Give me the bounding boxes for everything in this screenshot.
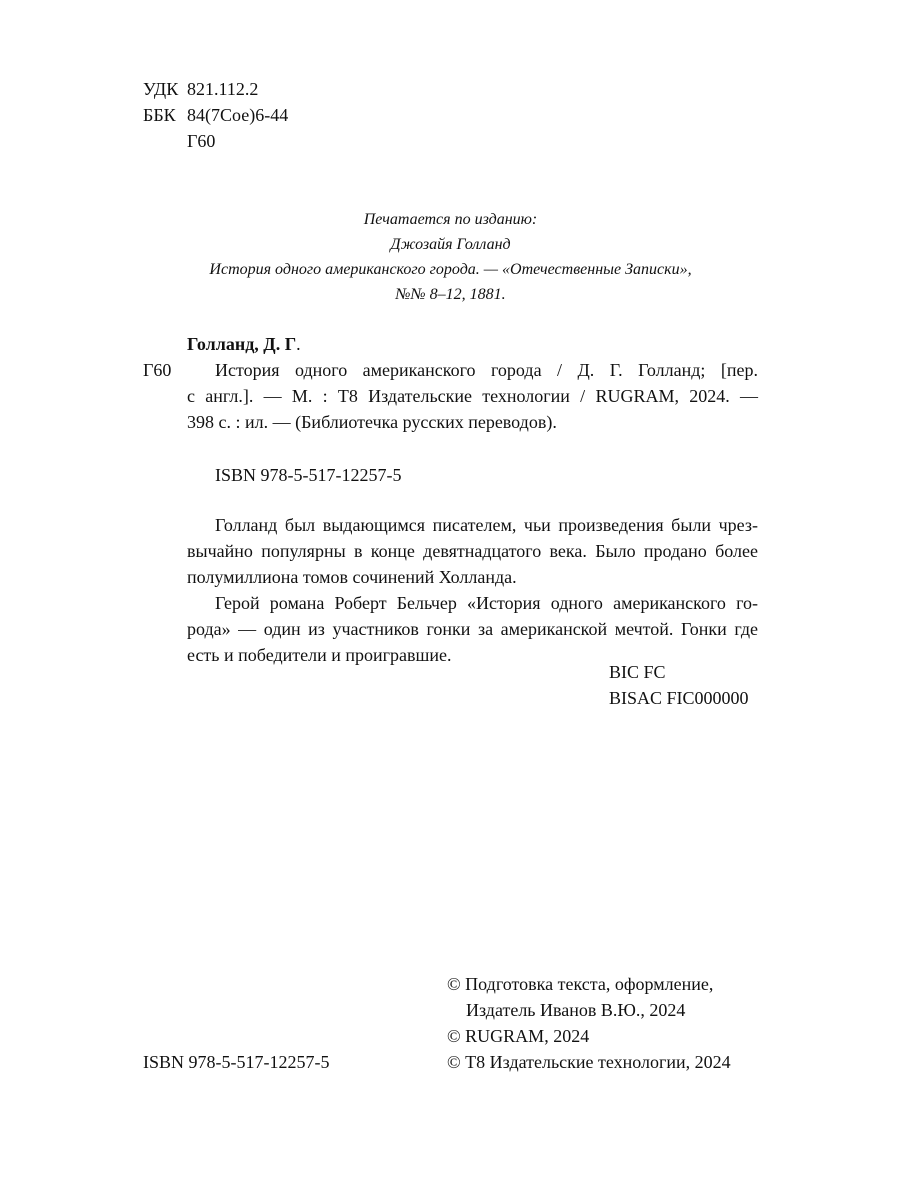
author-mark-top: Г60 (187, 131, 216, 151)
source-line-3: История одного американского города. — «Отечественные Записки», (209, 261, 692, 278)
source-line-4: №№ 8–12, 1881. (395, 286, 506, 303)
bbk-row (143, 102, 288, 128)
copyright-1-line-2: Издатель Иванов В.Ю., 2024 (466, 1000, 686, 1020)
bib-line-1: История одного американского города / Д. Г. Голланд; [пер. (215, 360, 758, 380)
bib-isbn: ISBN 978-5-517-12257-5 (215, 465, 402, 485)
annotation-p1-line-1: Голланд был выдающимся писателем, чьи произведения были чрез- (215, 515, 758, 535)
bib-author-heading (187, 331, 301, 357)
footer-isbn: ISBN 978-5-517-12257-5 (143, 1052, 330, 1072)
copyright-1-line-1: © Подготовка текста, оформление, (447, 974, 714, 994)
annotation-p2-line-1: Герой романа Роберт Бельчер «История одного американского го- (215, 593, 758, 613)
udk-row (143, 76, 258, 102)
bib-author: Голланд, Д. Г (187, 334, 297, 354)
annotation-p1-line-2: вычайно популярны в конце девятнадцатого века. Было продано более (187, 541, 758, 561)
udk-value: 821.112.2 (187, 79, 259, 99)
udk-label: УДК (143, 79, 179, 99)
bib-description (187, 357, 758, 435)
source-line-2: Джозайя Голланд (390, 236, 511, 253)
bbk-label: ББК (143, 105, 176, 125)
annotation-p2-line-3: есть и победители и проигравшие. (187, 645, 452, 665)
bib-line-2: с англ.]. — М. : Т8 Издательские технологии / RUGRAM, 2024. — (187, 386, 758, 406)
copyright-3: © Т8 Издательские технологии, 2024 (447, 1052, 731, 1072)
copyright-2: © RUGRAM, 2024 (447, 1026, 590, 1046)
source-line-1: Печатается по изданию: (363, 211, 538, 228)
annotation-p2-line-2: рода» — один из участников гонки за американской мечтой. Гонки где (187, 619, 758, 639)
bbk-value: 84(7Сое)6-44 (187, 105, 289, 125)
bic-code: BIC FC (609, 662, 666, 682)
bib-line-3: 398 с. : ил. — (Библиотечка русских переводов). (187, 412, 557, 432)
annotation (187, 512, 758, 668)
source-edition-block (143, 207, 758, 307)
bisac-code: BISAC FIC000000 (609, 688, 749, 708)
annotation-p1-line-3: полумиллиона томов сочинений Холланда. (187, 567, 517, 587)
bib-mark: Г60 (143, 360, 172, 380)
bib-author-period: . (296, 334, 301, 354)
